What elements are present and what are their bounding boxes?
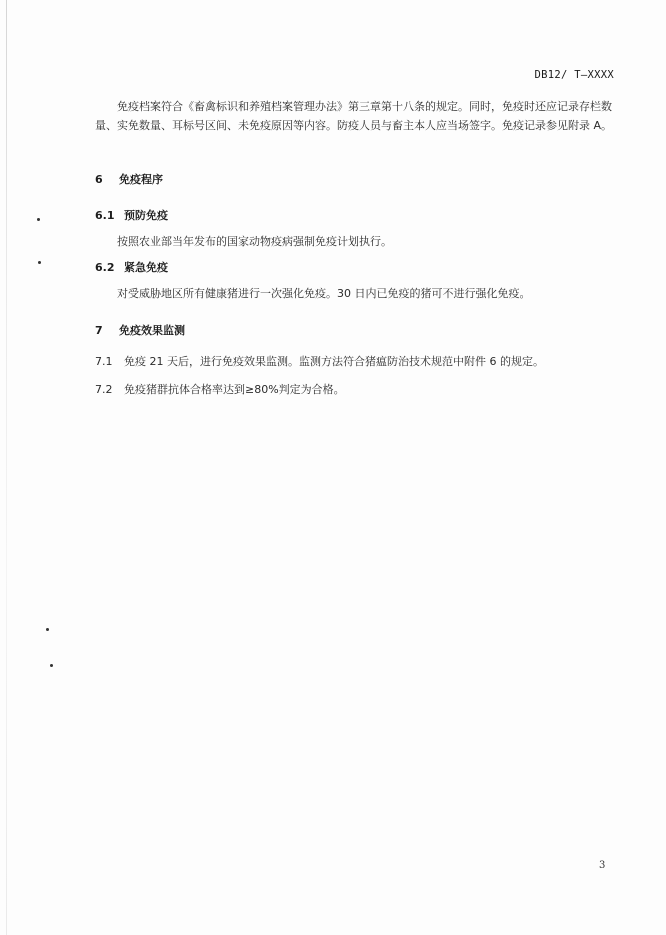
scan-speck [50, 664, 53, 667]
subsection-number: 6.1 [95, 209, 115, 222]
scan-speck [38, 261, 41, 264]
subsection-6-1-body: 按照农业部当年发布的国家动物疫病强制免疫计划执行。 [117, 235, 392, 248]
section-number: 6 [95, 173, 103, 186]
item-number: 7.1 [95, 355, 113, 368]
item-text: 免疫 21 天后，进行免疫效果监测。监测方法符合猪瘟防治技术规范中附件 6 的规定。 [124, 355, 544, 368]
section-title: 免疫程序 [119, 173, 163, 186]
subsection-title: 紧急免疫 [124, 261, 168, 274]
subsection-number: 6.2 [95, 261, 115, 274]
subsection-6-2-body: 对受威胁地区所有健康猪进行一次强化免疫。30 日内已免疫的猪可不进行强化免疫。 [117, 287, 531, 300]
section-6-heading [95, 171, 163, 187]
item-7-1 [95, 353, 544, 369]
section-number: 7 [95, 324, 103, 337]
subsection-title: 预防免疫 [124, 209, 168, 222]
subsection-6-1-heading [95, 207, 168, 223]
scan-speck [46, 628, 49, 631]
section-title: 免疫效果监测 [119, 324, 185, 337]
item-text: 免疫猪群抗体合格率达到≥80%判定为合格。 [124, 383, 345, 396]
scan-edge [6, 0, 7, 935]
subsection-6-2-heading [95, 259, 168, 275]
section-7-heading [95, 322, 185, 338]
scan-speck [37, 218, 40, 221]
intro-paragraph: 免疫档案符合《畜禽标识和养殖档案管理办法》第三章第十八条的规定。同时，免疫时还应记录存栏数量、实免数量、耳标号区间、未免疫原因等内容。防疫人员与畜主本人应当场签字。免疫记录参见附录 A。 [95, 100, 613, 132]
document-code: DB12/ T—XXXX [534, 69, 614, 81]
item-7-2 [95, 381, 345, 397]
page-number: 3 [599, 860, 606, 871]
item-number: 7.2 [95, 383, 113, 396]
